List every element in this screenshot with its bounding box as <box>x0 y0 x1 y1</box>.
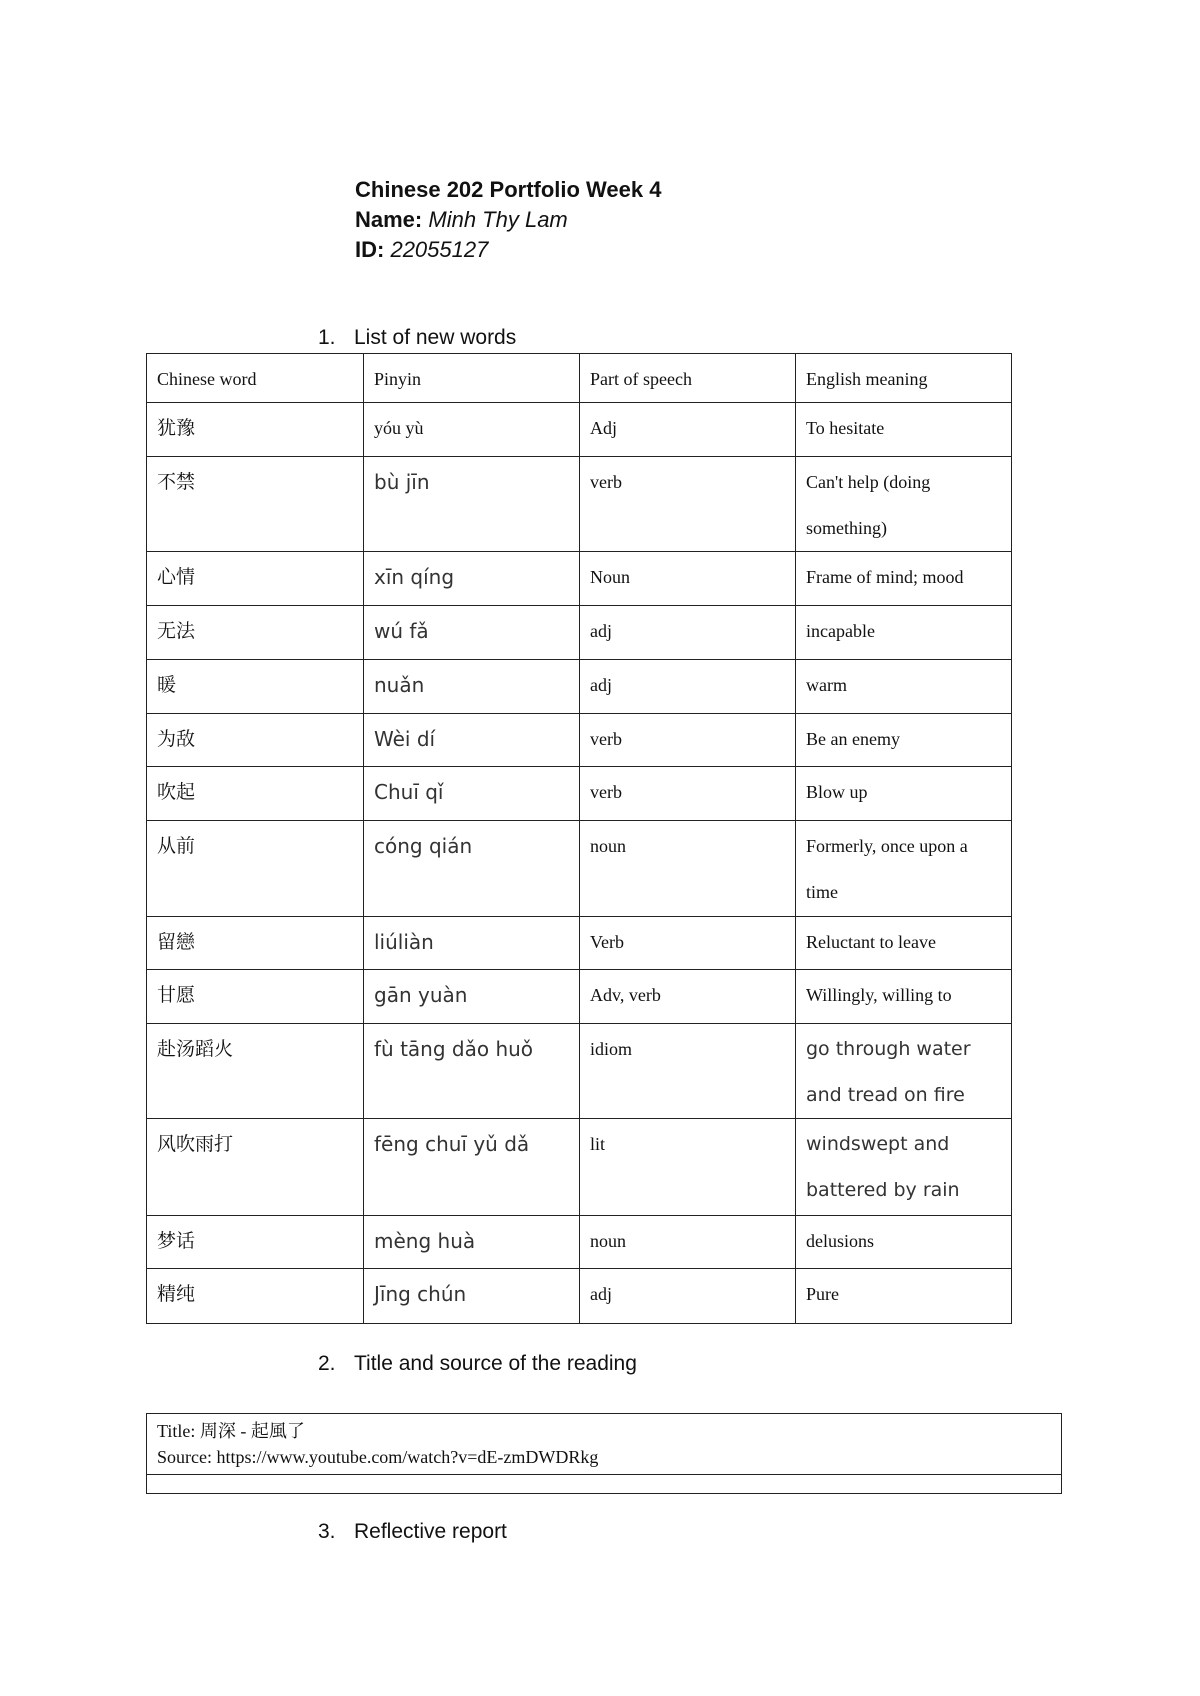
cell-pos: Adj <box>580 403 796 457</box>
cell-pos: noun <box>580 1216 796 1269</box>
cell-pos: Adv, verb <box>580 970 796 1024</box>
table-row <box>147 552 1012 606</box>
reading-title: Title: 周深 - 起風了 <box>157 1421 305 1441</box>
table-row <box>147 1475 1062 1494</box>
cell-chinese: 心情 <box>147 552 364 606</box>
source-table <box>146 1413 1062 1494</box>
cell-meaning: Willingly, willing to <box>796 970 1012 1024</box>
id-line <box>355 235 661 265</box>
cell-chinese: 暖 <box>147 660 364 714</box>
cell-pos: adj <box>580 606 796 660</box>
cell-meaning: To hesitate <box>796 403 1012 457</box>
cell-pos: adj <box>580 660 796 714</box>
cell-pos: verb <box>580 714 796 767</box>
table-header-row <box>147 354 1012 403</box>
cell-pinyin: mèng huà <box>364 1216 580 1269</box>
id-label: ID: <box>355 237 385 262</box>
cell-meaning: Pure <box>796 1269 1012 1324</box>
column-header-pos: Part of speech <box>580 354 796 403</box>
cell-pos: lit <box>580 1119 796 1216</box>
section-heading-reading-source <box>318 1352 637 1376</box>
table-row <box>147 1414 1062 1475</box>
cell-meaning: windswept and battered by rain <box>796 1119 1012 1216</box>
cell-pos: Noun <box>580 552 796 606</box>
cell-meaning: incapable <box>796 606 1012 660</box>
name-label: Name: <box>355 207 423 232</box>
cell-meaning: Can't help (doing something) <box>796 457 1012 552</box>
vocab-table <box>146 353 1012 1324</box>
id-value: 22055127 <box>390 237 489 262</box>
table-row <box>147 1119 1012 1216</box>
source-cell <box>147 1414 1062 1475</box>
table-row <box>147 1024 1012 1119</box>
cell-pinyin: wú fǎ <box>364 606 580 660</box>
section-title: List of new words <box>354 326 517 349</box>
cell-chinese: 从前 <box>147 821 364 917</box>
empty-cell <box>147 1475 1062 1494</box>
cell-pos: verb <box>580 767 796 821</box>
section-number: 1. <box>318 326 336 349</box>
cell-pinyin: nuǎn <box>364 660 580 714</box>
cell-pos: adj <box>580 1269 796 1324</box>
table-row <box>147 660 1012 714</box>
cell-pos: noun <box>580 821 796 917</box>
cell-chinese: 犹豫 <box>147 403 364 457</box>
cell-meaning: Formerly, once upon a time <box>796 821 1012 917</box>
cell-pinyin: gān yuàn <box>364 970 580 1024</box>
cell-pinyin: Chuī qǐ <box>364 767 580 821</box>
table-row <box>147 767 1012 821</box>
cell-meaning: Blow up <box>796 767 1012 821</box>
cell-pos: idiom <box>580 1024 796 1119</box>
cell-pinyin: fù tāng dǎo huǒ <box>364 1024 580 1119</box>
section-title: Reflective report <box>354 1520 507 1543</box>
table-row <box>147 606 1012 660</box>
cell-chinese: 无法 <box>147 606 364 660</box>
cell-pos: Verb <box>580 917 796 970</box>
section-number: 3. <box>318 1520 336 1543</box>
cell-meaning: Frame of mind; mood <box>796 552 1012 606</box>
cell-chinese: 梦话 <box>147 1216 364 1269</box>
cell-pinyin: Jīng chún <box>364 1269 580 1324</box>
cell-chinese: 吹起 <box>147 767 364 821</box>
cell-meaning: delusions <box>796 1216 1012 1269</box>
section-number: 2. <box>318 1352 336 1375</box>
name-line <box>355 205 661 235</box>
cell-chinese: 为敌 <box>147 714 364 767</box>
section-heading-reflective-report <box>318 1520 507 1544</box>
cell-meaning: Be an enemy <box>796 714 1012 767</box>
cell-meaning: warm <box>796 660 1012 714</box>
section-title: Title and source of the reading <box>354 1352 637 1375</box>
document-header <box>355 175 661 265</box>
table-row <box>147 970 1012 1024</box>
cell-chinese: 风吹雨打 <box>147 1119 364 1216</box>
cell-chinese: 甘愿 <box>147 970 364 1024</box>
section-heading-new-words <box>318 326 516 350</box>
table-row <box>147 403 1012 457</box>
name-value: Minh Thy Lam <box>428 207 568 232</box>
column-header-chinese: Chinese word <box>147 354 364 403</box>
table-row <box>147 917 1012 970</box>
cell-meaning: go through water and tread on fire <box>796 1024 1012 1119</box>
cell-pinyin: xīn qíng <box>364 552 580 606</box>
column-header-pinyin: Pinyin <box>364 354 580 403</box>
cell-chinese: 精纯 <box>147 1269 364 1324</box>
reading-source-link[interactable]: Source: https://www.youtube.com/watch?v=dE-zmDWDRkg <box>157 1447 599 1467</box>
cell-chinese: 不禁 <box>147 457 364 552</box>
cell-pinyin: cóng qián <box>364 821 580 917</box>
document-title: Chinese 202 Portfolio Week 4 <box>355 177 662 202</box>
table-row <box>147 821 1012 917</box>
cell-pinyin: liúliàn <box>364 917 580 970</box>
column-header-meaning: English meaning <box>796 354 1012 403</box>
cell-pos: verb <box>580 457 796 552</box>
table-row <box>147 1269 1012 1324</box>
cell-meaning: Reluctant to leave <box>796 917 1012 970</box>
cell-pinyin: Wèi dí <box>364 714 580 767</box>
table-row <box>147 457 1012 552</box>
table-row <box>147 714 1012 767</box>
cell-pinyin: bù jīn <box>364 457 580 552</box>
cell-pinyin: yóu yù <box>364 403 580 457</box>
cell-pinyin: fēng chuī yǔ dǎ <box>364 1119 580 1216</box>
cell-chinese: 留戀 <box>147 917 364 970</box>
table-row <box>147 1216 1012 1269</box>
cell-chinese: 赴汤蹈火 <box>147 1024 364 1119</box>
